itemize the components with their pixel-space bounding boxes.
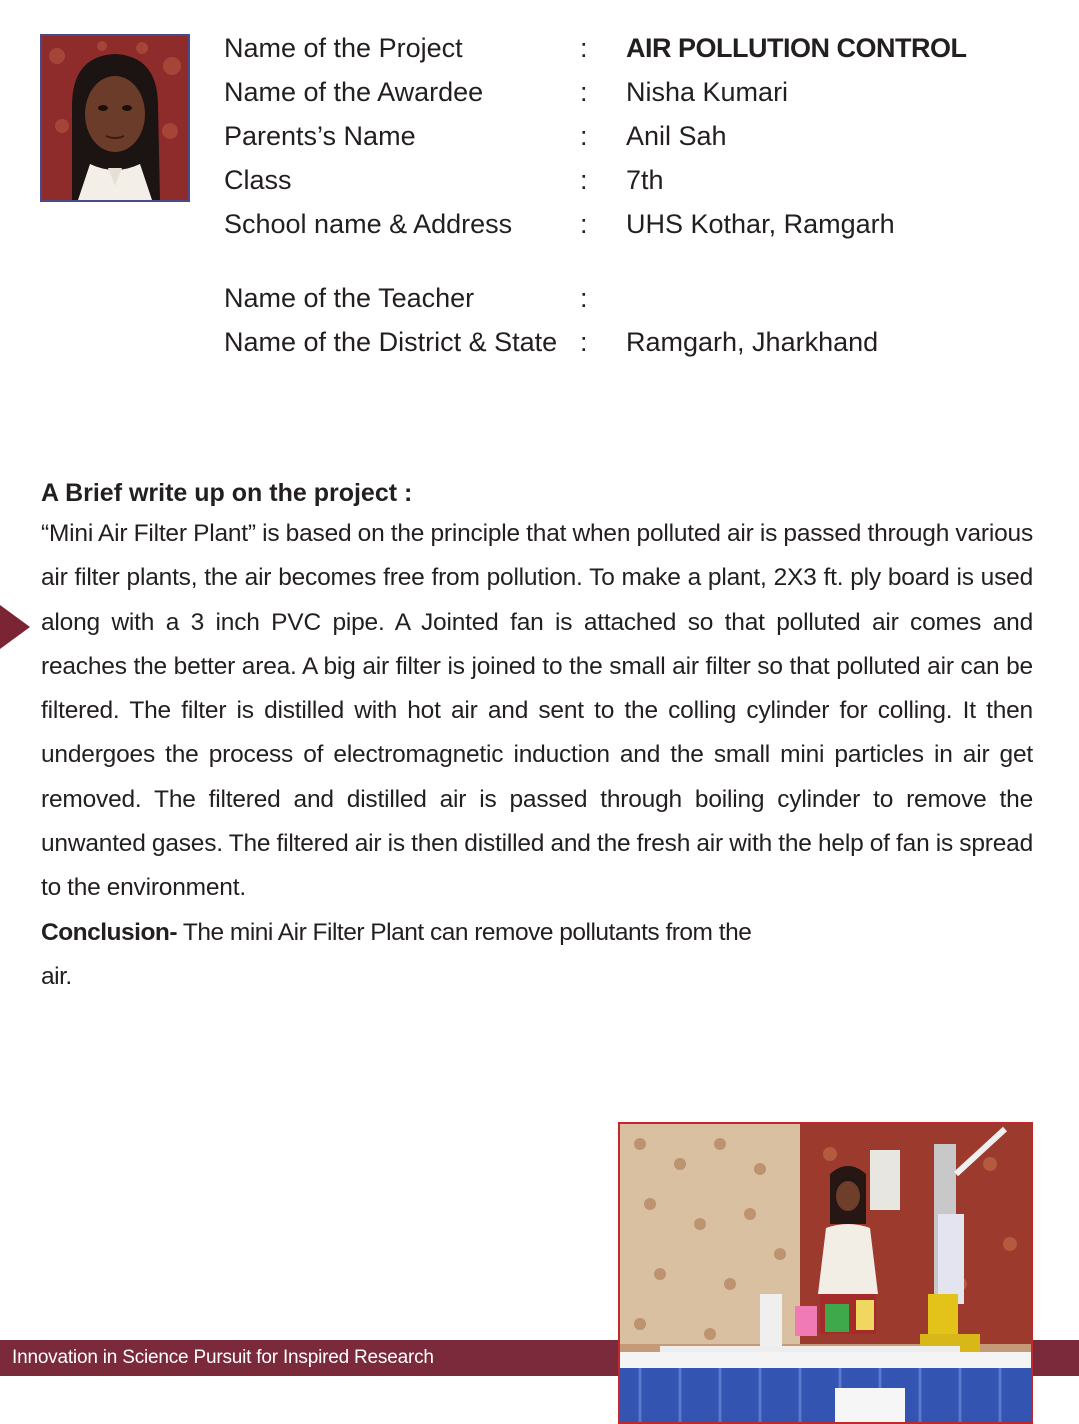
info-label: School name & Address: [224, 209, 513, 239]
info-label: Name of the Teacher: [224, 283, 475, 313]
page-edge-marker: [0, 605, 30, 649]
school-value: UHS Kothar, Ramgarh: [626, 209, 895, 239]
info-separator: :: [580, 283, 588, 313]
info-row-project: [224, 28, 1044, 72]
conclusion-text: The mini Air Filter Plant can remove pollutants from the air.: [41, 918, 752, 990]
info-separator: :: [580, 209, 588, 239]
info-separator: :: [580, 165, 588, 195]
conclusion-label: Conclusion-: [41, 918, 178, 946]
info-row-teacher: [224, 278, 1044, 322]
awardee-portrait-photo: [40, 34, 190, 202]
project-name-value: AIR POLLUTION CONTROL: [626, 33, 967, 63]
info-separator: :: [580, 121, 588, 151]
info-row-awardee: [224, 72, 1044, 116]
class-value: 7th: [626, 165, 664, 195]
conclusion: [41, 911, 761, 1000]
exhibit-illustration: [620, 1124, 1031, 1422]
info-label: Name of the District & State: [224, 327, 558, 357]
info-row-school: [224, 204, 1044, 248]
info-separator: :: [580, 33, 588, 63]
info-label: Class: [224, 165, 292, 195]
project-info-table: [224, 28, 1044, 366]
info-row-parents: [224, 116, 1044, 160]
project-writeup: [41, 474, 1033, 999]
info-label: Name of the Awardee: [224, 77, 484, 107]
writeup-body: “Mini Air Filter Plant” is based on the principle that when polluted air is passed through various air filter plants, the air becomes free from pollution. To make a plant, 2X3 ft. ply board is used along with a 3 inch PVC pipe. A Jointed fan is attached so that polluted air comes and reaches the better area. A big air filter is joined to the small air filter so that polluted air can be filtered. The filter is distilled with hot air and sent to the colling cylinder for colling. It then undergoes the process of electromagnetic induction and the small mini particles in air get removed. The filtered and distilled air is passed through boiling cylinder to remove the unwanted gases. The filtered air is then distilled and the fresh air with the help of fan is spread to the environment.: [41, 520, 1033, 902]
portrait-illustration: [42, 36, 188, 200]
info-row-class: [224, 160, 1044, 204]
awardee-name-value: Nisha Kumari: [626, 77, 789, 107]
district-value: Ramgarh, Jharkhand: [626, 327, 879, 357]
footer-text: Innovation in Science Pursuit for Inspired Research: [12, 1347, 434, 1368]
info-separator: :: [580, 327, 588, 357]
info-label: Parents’s Name: [224, 121, 416, 151]
info-label: Name of the Project: [224, 33, 463, 63]
parents-name-value: Anil Sah: [626, 121, 727, 151]
info-separator: :: [580, 77, 588, 107]
project-exhibit-photo: [618, 1122, 1033, 1424]
writeup-heading: A Brief write up on the project :: [41, 479, 413, 507]
info-row-district: [224, 322, 1044, 366]
